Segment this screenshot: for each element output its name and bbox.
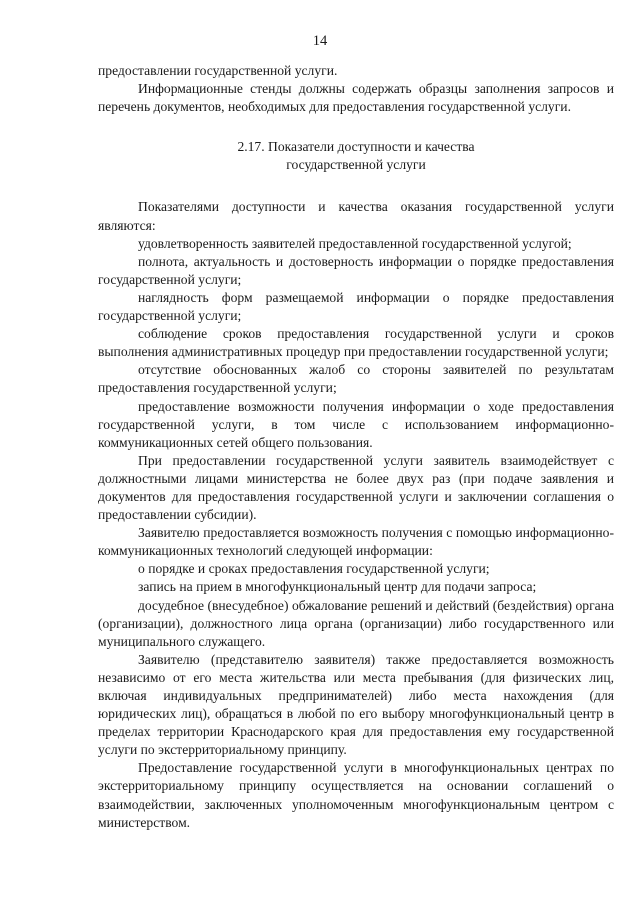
paragraph-mfc-agreements: Предоставление государственной услуги в многофункциональных центрах по экстерриториальному принципу осуществляется на основании соглашений о взаимодействии, заключенных уполномоченным многофункциональным центром с министерством. [98, 760, 614, 830]
list-item-progress-info: предоставление возможности получения информации о ходе предоставления государственной услуги, в том числе с использованием информационно-коммуникационных сетей общего пользования. [98, 398, 614, 450]
list-item-appeal: досудебное (внесудебное) обжалование решений и действий (бездействия) органа (организации), должностного лица органа (организации) либо государственного или муниципального служащего. [98, 597, 614, 649]
paragraph-ict-info: Заявителю предоставляется возможность получения с помощью информационно-коммуникационных технологий следующей информации: [98, 525, 614, 559]
section-heading-line-1: 2.17. Показатели доступности и качества [237, 139, 475, 155]
paragraph-extraterritorial: Заявителю (представителю заявителя) также предоставляется возможность независимо от его места жительства или места пребывания (для физических лиц, включая индивидуальных предпринимателей) либо места нахождения (для юридических лиц), обращаться в любой по его выбору многофункциональный центр в пределах территории Краснодарского края для предоставления ему государственной услуги по экстерриториальному принципу. [98, 651, 614, 758]
list-item-deadlines: соблюдение сроков предоставления государственной услуги и сроков выполнения административных процедур при предоставлении государственной услуги; [98, 326, 614, 360]
paragraph-indicators-intro: Показателями доступности и качества оказания государственной услуги являются: [98, 199, 614, 233]
list-item-visibility: наглядность форм размещаемой информации о порядке предоставления государственной услуги; [98, 289, 614, 324]
list-item-order-terms: о порядке и сроках предоставления государственной услуги; [138, 561, 490, 577]
list-item-completeness: полнота, актуальность и достоверность информации о порядке предоставления государственной услуги; [98, 253, 614, 287]
document-body [98, 62, 614, 832]
paragraph-info-stands: Информационные стенды должны содержать образцы заполнения запросов и перечень документов, необходимых для предоставления государственной услуги. [98, 81, 614, 115]
section-heading [98, 138, 614, 174]
list-item-satisfaction: удовлетворенность заявителей предоставленной государственной услугой; [138, 235, 572, 251]
paragraph-interactions: При предоставлении государственной услуги заявитель взаимодействует с должностными лицами министерства не более двух раз (при подаче заявления и документов для предоставления государственной услуги и заключении соглашения о предоставлении субсидии). [98, 452, 614, 523]
page-number: 14 [312, 33, 328, 49]
list-item-no-complaints: отсутствие обоснованных жалоб со стороны заявителей по результатам предоставления государственной услуги; [98, 362, 614, 396]
paragraph-continuation: предоставлении государственной услуги. [98, 63, 338, 78]
section-heading-line-2: государственной услуги [286, 157, 426, 173]
list-item-appointment: запись на прием в многофункциональный центр для подачи запроса; [138, 579, 537, 595]
